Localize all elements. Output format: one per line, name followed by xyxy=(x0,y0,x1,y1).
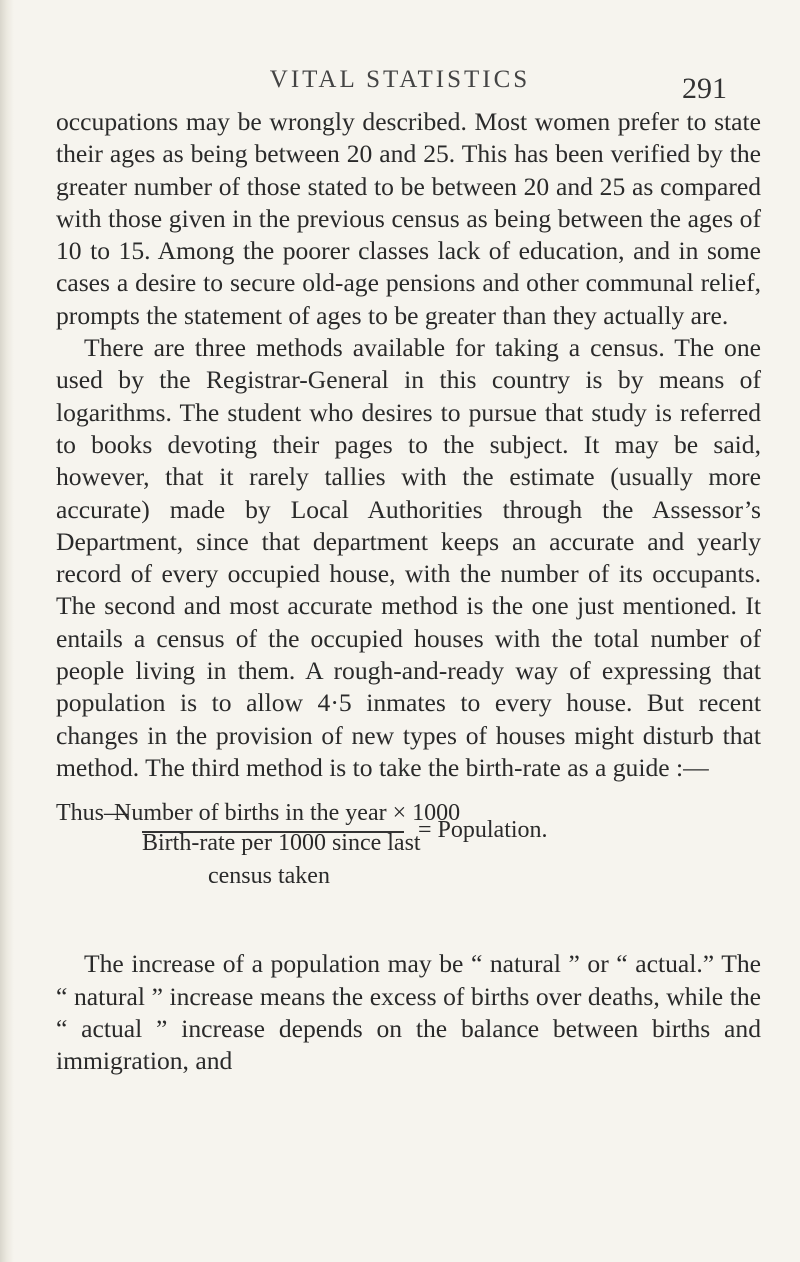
paragraph-census-ages: occupations may be wrongly described. Most women prefer to state their ages as being between 20 and 25. This has been verified by the greater number of those stated to be between 20 and 25 as compared with those given in the previous census as being between the ages of 10 to 15. Among the poorer classes lack of education, and in some cases a desire to secure old-age pensions and other communal relief, prompts the statement of ages to be greater than they actually are. xyxy=(56,107,761,330)
paragraph-census-methods: There are three methods available for taking a census. The one used by the Registrar-General in this country is by means of logarithms. The student who desires to pursue that study is referred to books devoting their pages to the subject. It may be said, however, that it rarely tallies with the estimate (usually more accurate) made by Local Authorities through the Assessor’s Department, since that department keeps an accurate and yearly record of every occupied house, with the number of its occupants. The second and most accurate method is the one just mentioned. It entails a census of the occupied houses with the total number of people living in them. A rough-and-ready way of expressing that population is to allow 4·5 inmates to every house. But recent changes in the provision of new types of houses might disturb that method. The third method is to take the birth-rate as a guide :— xyxy=(56,333,761,782)
formula-lead: Thus— xyxy=(56,800,128,827)
formula-result: = Population. xyxy=(418,817,548,844)
formula-denominator-line-2: census taken xyxy=(208,863,330,890)
population-formula xyxy=(56,800,761,948)
body-text xyxy=(56,106,761,1077)
page-spine-shadow xyxy=(0,0,14,1262)
page-header xyxy=(0,62,800,105)
formula-denominator-line-1: Birth-rate per 1000 since last xyxy=(142,830,421,857)
running-title: VITAL STATISTICS xyxy=(269,66,531,93)
page-number: 291 xyxy=(682,72,727,105)
paragraph-population-increase: The increase of a population may be “ natural ” or “ actual.” The “ natural ” increase means the excess of births over deaths, while the “ actual ” increase depends on the balance between births and immigration, and xyxy=(56,949,761,1076)
formula-numerator: Number of births in the year × 1000 xyxy=(114,800,461,827)
